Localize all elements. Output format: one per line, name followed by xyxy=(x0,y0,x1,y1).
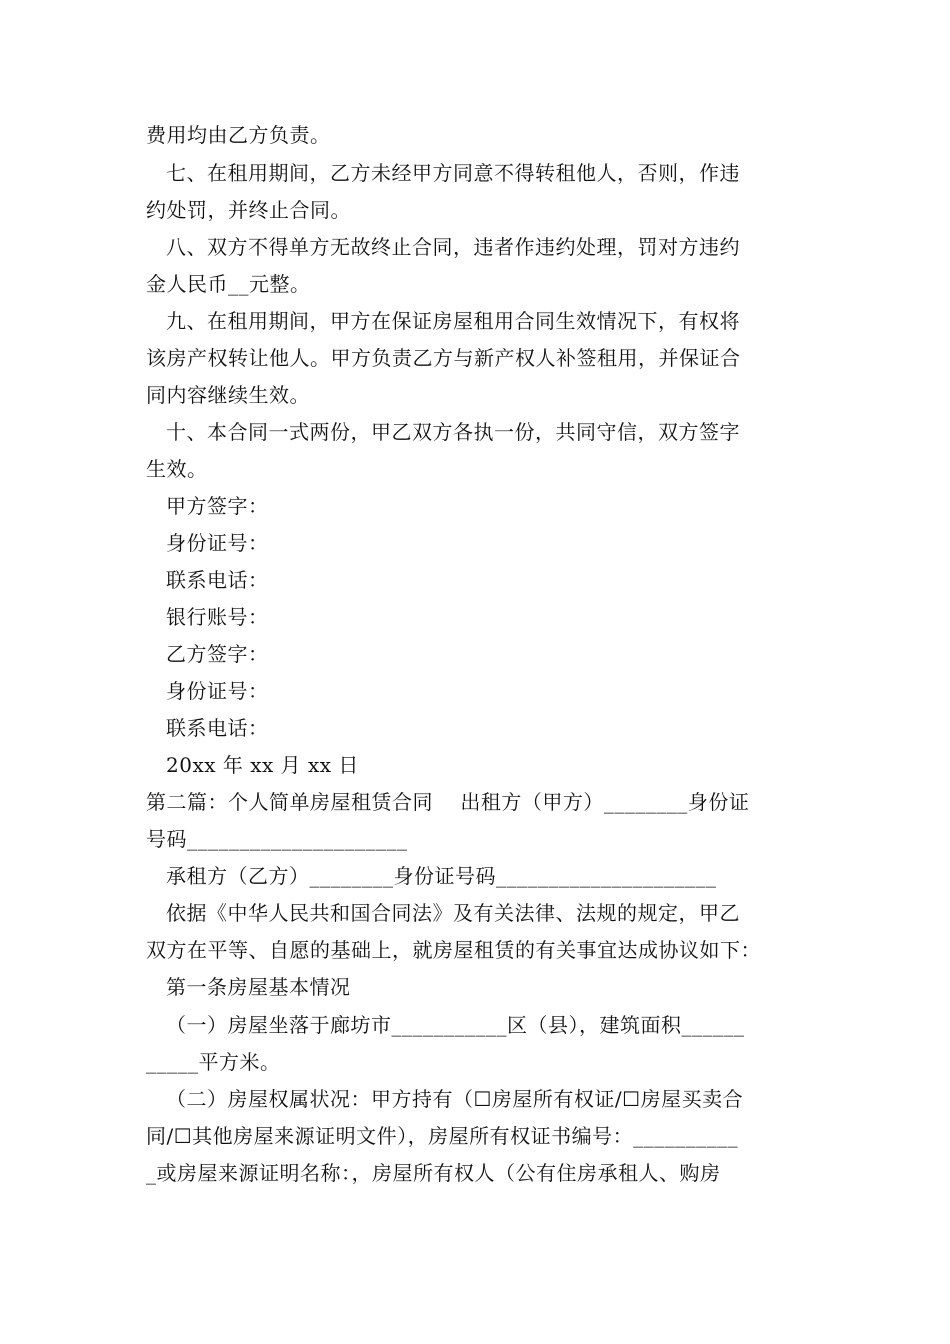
text-line: 双方在平等、自愿的基础上，就房屋租赁的有关事宜达成协议如下： xyxy=(146,938,761,962)
party-a-id-label: 身份证号： xyxy=(166,531,269,555)
party-b-phone-label: 联系电话： xyxy=(166,716,269,740)
item-two-ownership: （二）房屋权属状况：甲方持有（☐房屋所有权证/☐房屋买卖合 xyxy=(166,1087,744,1111)
clause-eight: 八、双方不得单方无故终止合同，违者作违约处理，罚对方违约 xyxy=(166,235,740,259)
text-line: _____平方米。 xyxy=(146,1050,281,1074)
clause-nine: 九、在租用期间，甲方在保证房屋租用合同生效情况下，有权将 xyxy=(166,309,740,333)
text-line: 同/☐其他房屋来源证明文件），房屋所有权证书编号：__________ xyxy=(146,1124,739,1148)
text-line: 该房产权转让他人。甲方负责乙方与新产权人补签租用，并保证合 xyxy=(146,346,741,370)
clause-seven: 七、在租用期间，乙方未经甲方同意不得转租他人，否则，作违 xyxy=(166,161,740,185)
bank-account-label: 银行账号： xyxy=(166,605,269,629)
clause-ten: 十、本合同一式两份，甲乙双方各执一份，共同守信，双方签字 xyxy=(166,420,740,444)
party-a-signature-label: 甲方签字： xyxy=(166,494,269,518)
party-b-signature-label: 乙方签字： xyxy=(166,642,269,666)
lessee-line: 承租方（乙方）________身份证号码_____________________ xyxy=(166,864,717,888)
text-line: 约处罚，并终止合同。 xyxy=(146,198,351,222)
text-line: 生效。 xyxy=(146,457,208,481)
date-line: 20xx 年 xx 月 xx 日 xyxy=(166,753,359,777)
article-one-heading: 第一条房屋基本情况 xyxy=(166,975,351,999)
text-line: 同内容继续生效。 xyxy=(146,383,310,407)
text-line: 号码_____________________ xyxy=(146,827,408,851)
party-b-id-label: 身份证号： xyxy=(166,679,269,703)
preamble-line: 依据《中华人民共和国合同法》及有关法律、法规的规定，甲乙 xyxy=(166,901,740,925)
section-two-heading: 第二篇：个人简单房屋租赁合同 出租方（甲方）________身份证 xyxy=(146,790,750,814)
text-line: 费用均由乙方负责。 xyxy=(146,123,331,147)
item-one-location: （一）房屋坐落于廊坊市___________区（县），建筑面积______ xyxy=(166,1013,745,1037)
text-line: _或房屋来源证明名称：，房屋所有权人（公有住房承租人、购房 xyxy=(146,1161,721,1185)
text-line: 金人民币__元整。 xyxy=(146,272,311,296)
party-a-phone-label: 联系电话： xyxy=(166,568,269,592)
